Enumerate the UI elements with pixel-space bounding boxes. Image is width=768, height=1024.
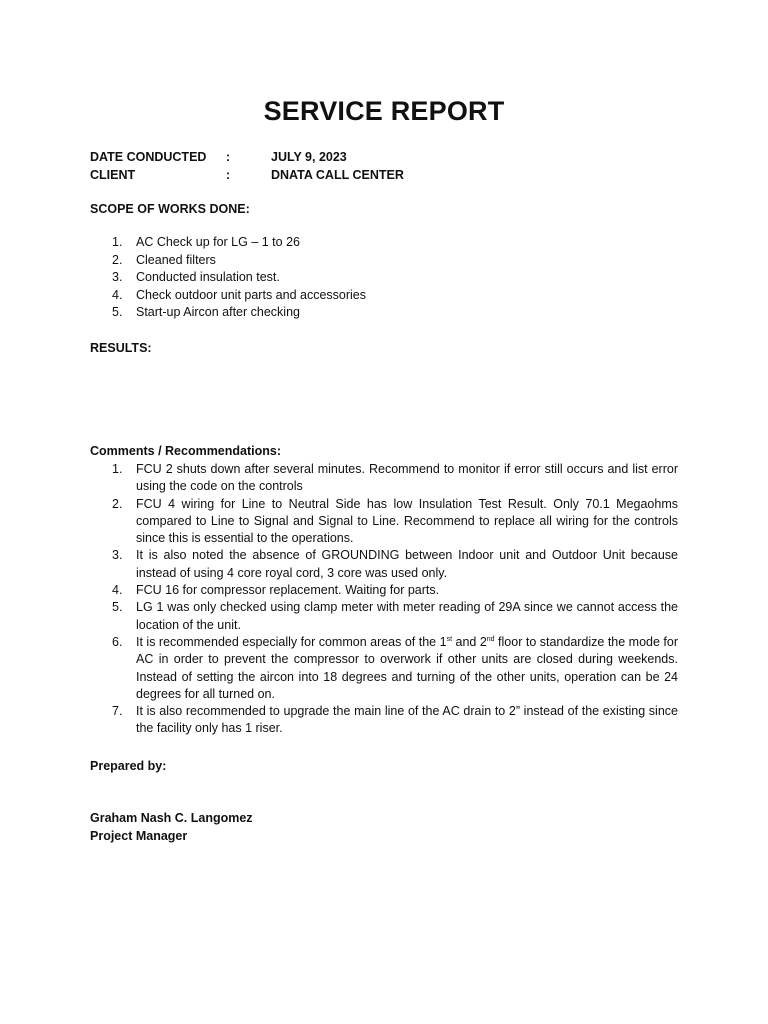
comment-number: 4. [112, 583, 123, 598]
preparer-role: Project Manager [90, 829, 188, 843]
comment-text-part: and 2 [452, 634, 487, 649]
comment-text [136, 635, 678, 701]
signature-block [90, 809, 253, 845]
comment-item [90, 547, 678, 582]
meta-client-label: CLIENT [90, 168, 136, 182]
comment-item [90, 599, 678, 634]
comment-number: 5. [112, 600, 123, 615]
comment-item [90, 461, 678, 496]
scope-item-text: Conducted insulation test. [136, 270, 280, 285]
comment-item [90, 703, 678, 738]
comment-text-part: floor to standardize the mode for AC in order to prevent the compressor to overwork if other units are closed during weekends. Instead of setting the aircon into 18 degrees and turning of the other units, operation can be 24 degrees for all turned on. [136, 634, 679, 701]
comment-item [90, 634, 678, 703]
comment-item [90, 582, 678, 599]
meta-date-colon: : [226, 150, 231, 164]
comment-number: 7. [112, 704, 123, 719]
meta-client-colon: : [226, 168, 231, 182]
comment-text: It is also recommended to upgrade the main line of the AC drain to 2” instead of the existing since the facility only has 1 riser. [136, 704, 678, 736]
scope-item-text: Start-up Aircon after checking [136, 305, 300, 320]
comments-heading: Comments / Recommendations: [90, 444, 282, 458]
comment-text: FCU 4 wiring for Line to Neutral Side has low Insulation Test Result. Only 70.1 Megaohms compared to Line to Signal and Signal to Line. Recommend to replace all wiring for the controls since this is essential to the operations. [136, 496, 678, 546]
scope-item-number: 3. [112, 270, 123, 285]
report-meta [90, 148, 590, 184]
prepared-by-heading: Prepared by: [90, 759, 167, 773]
comment-text: It is also noted the absence of GROUNDING between Indoor unit and Outdoor Unit because instead of using 4 core royal cord, 3 core was used only. [136, 548, 678, 580]
ordinal-suffix: nd [486, 635, 495, 643]
comment-number: 6. [112, 634, 123, 649]
comment-text-part: It is recommended especially for common areas of the 1 [136, 634, 447, 649]
comment-number: 1. [112, 462, 123, 476]
comment-number: 2. [112, 496, 123, 511]
comment-text: FCU 2 shuts down after several minutes. Recommend to monitor if error still occurs and list error using the code on the controls [136, 462, 678, 494]
scope-item-text: Cleaned filters [136, 252, 216, 267]
results-heading: RESULTS: [90, 341, 152, 355]
comment-item [90, 496, 678, 548]
ordinal-suffix: st [446, 635, 453, 643]
page-title: SERVICE REPORT [263, 96, 505, 126]
comments-list [90, 461, 678, 738]
preparer-name: Graham Nash C. Langomez [90, 811, 253, 825]
comment-text: FCU 16 for compressor replacement. Waiting for parts. [136, 583, 440, 598]
meta-date-value: JULY 9, 2023 [271, 150, 347, 164]
meta-client-value: DNATA CALL CENTER [271, 168, 404, 182]
scope-item-number: 2. [112, 252, 123, 267]
scope-item-text: Check outdoor unit parts and accessories [136, 287, 366, 302]
meta-date-row [90, 148, 590, 166]
comment-text: LG 1 was only checked using clamp meter with meter reading of 29A since we cannot access the location of the unit. [136, 600, 678, 632]
comment-number: 3. [112, 548, 123, 563]
meta-date-label: DATE CONDUCTED [90, 150, 207, 164]
meta-client-row [90, 166, 590, 184]
scope-heading: SCOPE OF WORKS DONE: [90, 202, 250, 216]
scope-item-number: 5. [112, 305, 123, 320]
scope-item-text: AC Check up for LG – 1 to 26 [136, 235, 300, 249]
scope-item-number: 4. [112, 287, 123, 302]
scope-item-number: 1. [112, 235, 123, 249]
